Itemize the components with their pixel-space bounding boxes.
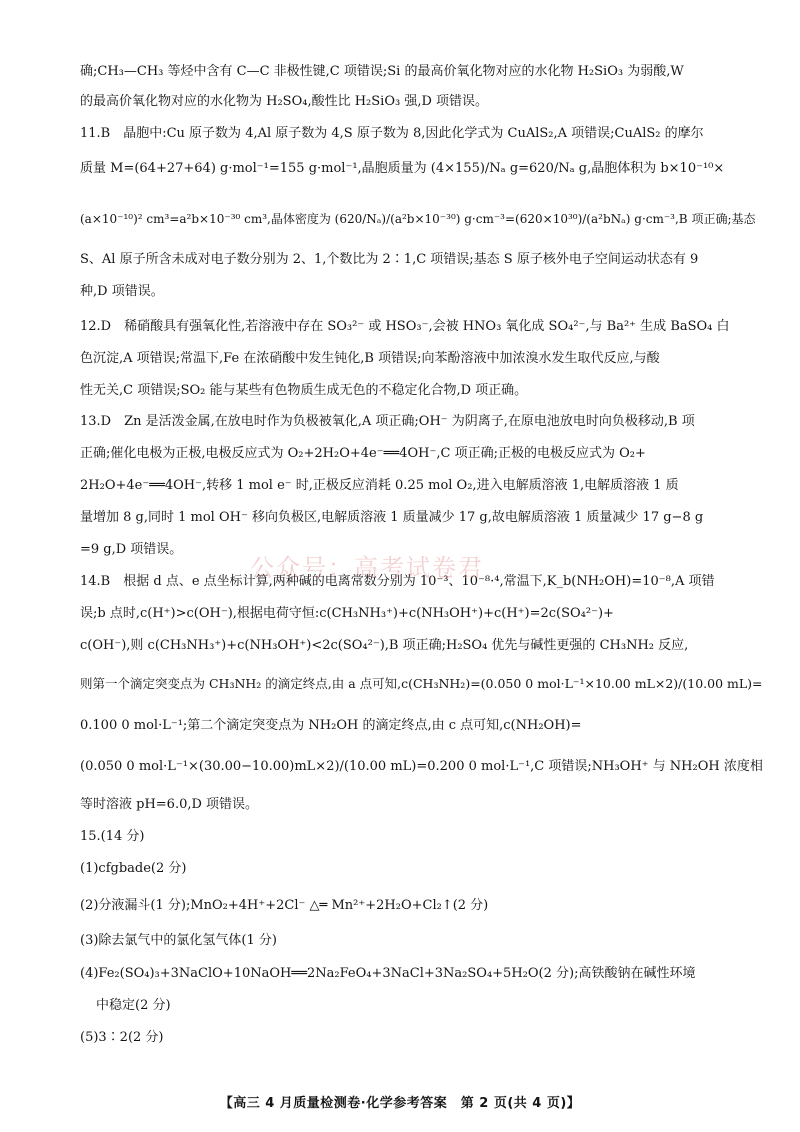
text-line: 0.100 0 mol·L⁻¹;第二个滴定突变点为 NH₂OH 的滴定终点,由 c 点可知,c(NH₂OH)= <box>80 718 582 733</box>
answer-13-line: 13.D Zn 是活泼金属,在放电时作为负极被氧化,A 项正确;OH⁻ 为阴离子,在原电池放电时向负极移动,B 项 <box>80 414 695 429</box>
text-line: 确;CH₃—CH₃ 等烃中含有 C—C 非极性键,C 项错误;Si 的最高价氧化物对应的水化物 H₂SiO₃ 为弱酸,W <box>80 64 684 79</box>
answer-15-part-4: (4)Fe₂(SO₄)₃+3NaClO+10NaOH══2Na₂FeO₄+3NaCl+3Na₂SO₄+5H₂O(2 分);高铁酸钠在碱性环境 <box>80 966 696 981</box>
text-line: 的最高价氧化物对应的水化物为 H₂SO₄,酸性比 H₂SiO₃ 强,D 项错误。 <box>80 94 489 109</box>
page-footer: 【高三 4 月质量检测卷·化学参考答案 第 2 页(共 4 页)】 <box>219 1096 581 1111</box>
answer-15-heading: 15.(14 分) <box>80 829 145 844</box>
answer-11-line: 11.B 晶胞中:Cu 原子数为 4,Al 原子数为 4,S 原子数为 8,因此化学式为 CuAlS₂,A 项错误;CuAlS₂ 的摩尔 <box>80 126 704 141</box>
text-line: c(OH⁻),则 c(CH₃NH₃⁺)+c(NH₃OH⁺)<2c(SO₄²⁻),B 项正确;H₂SO₄ 优先与碱性更强的 CH₃NH₂ 反应, <box>80 638 689 653</box>
text-line: 种,D 项错误。 <box>80 284 164 299</box>
answer-12-line: 12.D 稀硝酸具有强氧化性,若溶液中存在 SO₃²⁻ 或 HSO₃⁻,会被 HNO₃ 氧化成 SO₄²⁻,与 Ba²⁺ 生成 BaSO₄ 白 <box>80 319 730 334</box>
answer-15-part-3: (3)除去氯气中的氯化氢气体(1 分) <box>80 933 277 948</box>
text-line: 色沉淀,A 项错误;常温下,Fe 在浓硝酸中发生钝化,B 项错误;向苯酚溶液中加浓溴水发生取代反应,与酸 <box>80 351 660 366</box>
text-line: 正确;催化电极为正极,电极反应式为 O₂+2H₂O+4e⁻══4OH⁻,C 项正确;正极的电极反应式为 O₂+ <box>80 446 646 461</box>
text-line: 则第一个滴定突变点为 CH₃NH₂ 的滴定终点,由 a 点可知,c(CH₃NH₂)=(0.050 0 mol·L⁻¹×10.00 mL×2)/(10.00 mL)= <box>80 676 763 691</box>
text-line: 性无关,C 项错误;SO₂ 能与某些有色物质生成无色的不稳定化合物,D 项正确。 <box>80 383 528 398</box>
text-line: 2H₂O+4e⁻══4OH⁻,转移 1 mol e⁻ 时,正极反应消耗 0.25 mol O₂,进入电解质溶液 1,电解质溶液 1 质 <box>80 478 679 493</box>
answer-14-line: 14.B 根据 d 点、e 点坐标计算,两种碱的电离常数分别为 10⁻³、10⁻⁸·⁴,常温下,K_b(NH₂OH)=10⁻⁸,A 项错 <box>80 574 715 589</box>
text-line: 量增加 8 g,同时 1 mol OH⁻ 移向负极区,电解质溶液 1 质量减少 17 g,故电解质溶液 1 质量减少 17 g−8 g <box>80 510 704 525</box>
text-line: 等时溶液 pH=6.0,D 项错误。 <box>80 797 259 812</box>
answer-15-part-2: (2)分液漏斗(1 分);MnO₂+4H⁺+2Cl⁻ △═ Mn²⁺+2H₂O+Cl₂↑(2 分) <box>80 898 489 913</box>
answer-15-part-4-cont: 中稳定(2 分) <box>96 998 171 1013</box>
answer-15-part-5: (5)3∶2(2 分) <box>80 1030 164 1045</box>
answer-15-part-1: (1)cfgbade(2 分) <box>80 861 187 876</box>
text-line: S、Al 原子所含未成对电子数分别为 2、1,个数比为 2∶1,C 项错误;基态 S 原子核外电子空间运动状态有 9 <box>80 252 699 267</box>
text-line: 质量 M=(64+27+64) g·mol⁻¹=155 g·mol⁻¹,晶胞质量为 (4×155)/Nₐ g=620/Nₐ g,晶胞体积为 b×10⁻¹⁰× <box>80 161 725 176</box>
text-line: =9 g,D 项错误。 <box>80 542 183 557</box>
watermark: 公众号：高考试卷君 <box>250 554 484 582</box>
text-line: 误;b 点时,c(H⁺)>c(OH⁻),根据电荷守恒:c(CH₃NH₃⁺)+c(NH₃OH⁺)+c(H⁺)=2c(SO₄²⁻)+ <box>80 606 614 621</box>
text-line: (a×10⁻¹⁰)² cm³=a²b×10⁻³⁰ cm³,晶体密度为 (620/Nₐ)/(a²b×10⁻³⁰) g·cm⁻³=(620×10³⁰)/(a²bNₐ) g·cm⁻³,B 项正确;基态 <box>80 212 756 226</box>
text-line: (0.050 0 mol·L⁻¹×(30.00−10.00)mL×2)/(10.00 mL)=0.200 0 mol·L⁻¹,C 项错误;NH₃OH⁺ 与 NH₂OH 浓度相 <box>80 759 763 774</box>
